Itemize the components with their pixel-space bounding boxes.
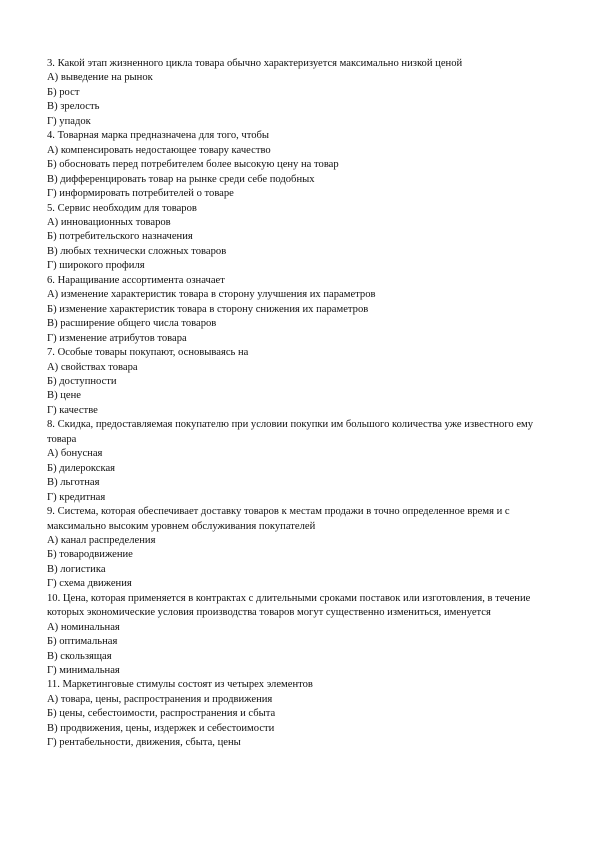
answer-option: А) товара, цены, распространения и продвижения bbox=[47, 693, 273, 705]
question-3: 3. Какой этап жизненного цикла товара обычно характеризуется максимально низкой ценой bbox=[47, 58, 463, 69]
question-4: 4. Товарная марка предназначена для того, чтобы bbox=[47, 130, 270, 142]
question-11: 11. Маркетинговые стимулы состоят из четырех элементов bbox=[47, 679, 313, 691]
answer-option: В) цене bbox=[47, 390, 81, 402]
answer-option: В) логистика bbox=[47, 563, 106, 575]
answer-option: В) продвижения, цены, издержек и себестоимости bbox=[47, 722, 275, 734]
answer-option: В) льготная bbox=[47, 477, 100, 489]
question-6: 6. Наращивание ассортимента означает bbox=[47, 274, 225, 286]
answer-option: Г) рентабельности, движения, сбыта, цены bbox=[47, 737, 241, 749]
answer-option: Б) рост bbox=[47, 86, 80, 98]
answer-option: Б) доступности bbox=[47, 375, 117, 387]
test-document bbox=[47, 57, 551, 751]
answer-option: Б) цены, себестоимости, распространения и сбыта bbox=[47, 708, 276, 720]
answer-option: А) инновационных товаров bbox=[47, 216, 171, 228]
answer-option: В) скользящая bbox=[47, 650, 112, 662]
answer-option: А) номинальная bbox=[47, 621, 120, 633]
answer-option: А) свойствах товара bbox=[47, 361, 138, 373]
answer-option: Г) упадок bbox=[47, 115, 91, 127]
answer-option: Б) дилерокская bbox=[47, 462, 116, 474]
answer-option: А) выведение на рынок bbox=[47, 72, 153, 84]
question-10: 10. Цена, которая применяется в контрактах с длительными сроками поставок или изготовления, в течение которых экономические условия производства товаров могут существенно измениться, именуется bbox=[47, 592, 531, 619]
answer-option: Б) потребительского назначения bbox=[47, 231, 193, 243]
answer-option: Г) изменение атрибутов товара bbox=[47, 332, 187, 344]
answer-option: А) бонусная bbox=[47, 448, 103, 460]
answer-option: А) компенсировать недостающее товару качество bbox=[47, 144, 271, 156]
answer-option: Г) качестве bbox=[47, 404, 98, 416]
answer-option: Г) информировать потребителей о товаре bbox=[47, 188, 234, 200]
question-5: 5. Сервис необходим для товаров bbox=[47, 202, 197, 214]
answer-option: Б) товародвижение bbox=[47, 549, 133, 561]
question-8: 8. Скидка, предоставляемая покупателю при условии покупки им большого количества уже известного ему товара bbox=[47, 419, 534, 445]
answer-option: Г) широкого профиля bbox=[47, 260, 145, 272]
answer-option: В) зрелость bbox=[47, 101, 100, 113]
answer-option: Г) минимальная bbox=[47, 665, 120, 677]
answer-option: Г) схема движения bbox=[47, 578, 132, 590]
answer-option: В) расширение общего числа товаров bbox=[47, 318, 217, 330]
answer-option: Б) изменение характеристик товара в сторону снижения их параметров bbox=[47, 303, 369, 315]
answer-option: В) любых технически сложных товаров bbox=[47, 245, 227, 257]
answer-option: А) изменение характеристик товара в сторону улучшения их параметров bbox=[47, 289, 376, 301]
question-9: 9. Система, которая обеспечивает доставку товаров к местам продажи в точно определенное время и с максимально высоким уровнем обслуживания покупателей bbox=[47, 506, 510, 532]
answer-option: Г) кредитная bbox=[47, 491, 106, 503]
answer-option: В) дифференцировать товар на рынке среди себе подобных bbox=[47, 173, 315, 185]
answer-option: А) канал распределения bbox=[47, 534, 156, 546]
question-7: 7. Особые товары покупают, основываясь на bbox=[47, 347, 249, 359]
answer-option: Б) обосновать перед потребителем более высокую цену на товар bbox=[47, 159, 339, 171]
answer-option: Б) оптимальная bbox=[47, 636, 118, 648]
